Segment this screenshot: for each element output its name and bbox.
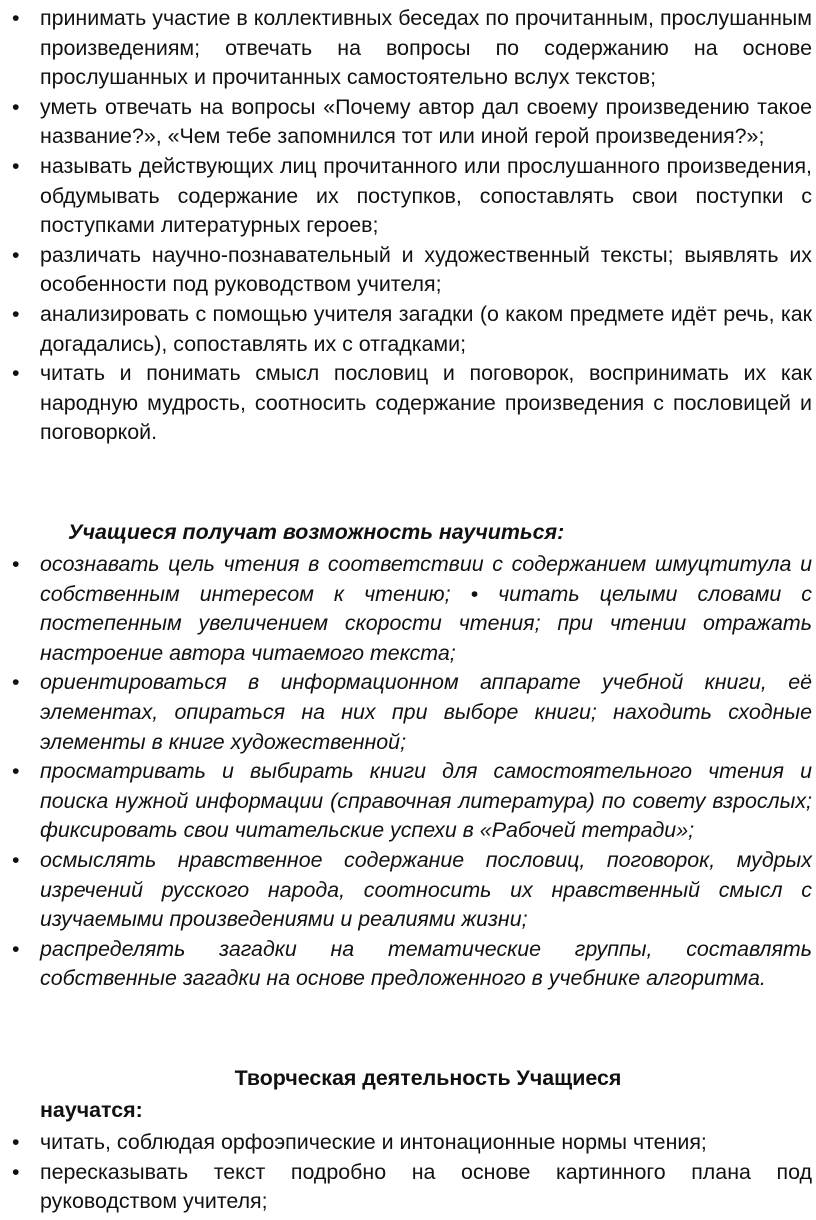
list-item-text: осмыслять нравственное содержание пословиц, поговорок, мудрых изречений русского народа, соотносить их нравственный смысл с изучаемыми произведениями и реалиями жизни; — [40, 847, 812, 932]
bullet-icon: • — [12, 1159, 20, 1184]
list-item-text: принимать участие в коллективных беседах по прочитанным, прослушанным произведениям; отвечать на вопросы по содержанию на основе прослушанных и прочитанных самостоятельно вслух текстов; — [40, 6, 812, 90]
list-item — [0, 300, 816, 359]
bullet-icon: • — [12, 936, 20, 961]
list-item — [0, 93, 816, 152]
bullet-icon: • — [12, 1130, 20, 1154]
basic-skills-list — [0, 4, 816, 448]
list-item — [0, 757, 816, 846]
opportunity-skills-list — [0, 550, 816, 994]
list-item — [0, 668, 816, 757]
list-item — [0, 550, 816, 668]
bullet-icon: • — [12, 759, 20, 784]
creative-activity-heading: Творческая деятельность Учащиеся — [234, 1066, 622, 1090]
will-learn-heading: научатся: — [40, 1098, 143, 1122]
list-item-text: называть действующих лиц прочитанного или прослушанного произведения, обдумывать содержание их поступков, сопоставлять свои поступки с поступками литературных героев; — [40, 153, 812, 238]
bullet-icon: • — [12, 6, 20, 30]
list-item-text: уметь отвечать на вопросы «Почему автор дал своему произведению такое название?», «Чем тебе запомнился тот или иной герой произведения?»; — [40, 94, 812, 149]
list-item — [0, 1158, 816, 1217]
bullet-icon: • — [12, 847, 20, 872]
list-item-text: осознавать цель чтения в соответствии с содержанием шмуцтитула и собственным интересом к чтению; • читать целыми словами с постепенным увеличением скорости чтения; при чтении отражать настроение автора читаемого текста; — [40, 552, 812, 665]
bullet-icon: • — [12, 670, 20, 695]
list-item-text: распределять загадки на тематические группы, составлять собственные загадки на основе предложенного в учебнике алгоритма. — [40, 936, 812, 991]
list-item — [0, 846, 816, 935]
list-item — [0, 241, 816, 300]
list-item-text: анализировать с помощью учителя загадки (о каком предмете идёт речь, как догадались), сопоставлять их с отгадками; — [40, 301, 812, 356]
bullet-icon: • — [12, 301, 20, 326]
list-item — [0, 4, 816, 93]
list-item-text: читать и понимать смысл пословиц и поговорок, воспринимать их как народную мудрость, соотносить содержание произведения с пословицей и поговоркой. — [40, 361, 812, 445]
bullet-icon: • — [12, 153, 20, 178]
list-item-text: различать научно-познавательный и художественный тексты; выявлять их особенности под руководством учителя; — [40, 242, 812, 297]
list-item-text: читать, соблюдая орфоэпические и интонационные нормы чтения; — [40, 1130, 707, 1154]
bullet-icon: • — [12, 361, 20, 386]
list-item — [0, 359, 816, 448]
creative-skills-list — [0, 1128, 816, 1217]
opportunity-heading: Учащиеся получат возможность научиться: — [68, 520, 565, 544]
list-item — [0, 152, 816, 241]
bullet-icon: • — [12, 242, 20, 267]
list-item — [0, 1128, 816, 1158]
list-item-text: ориентироваться в информационном аппарате учебной книги, её элементах, опираться на них при выборе книги; находить сходные элементы в книге художественной; — [40, 670, 812, 754]
bullet-icon: • — [12, 94, 20, 119]
list-item-text: пересказывать текст подробно на основе картинного плана под руководством учителя; — [40, 1159, 812, 1214]
list-item — [0, 935, 816, 994]
bullet-icon: • — [12, 552, 20, 576]
list-item-text: просматривать и выбирать книги для самостоятельного чтения и поиска нужной информации (справочная литература) по совету взрослых; фиксировать свои читательские успехи в «Рабочей тетради»; — [40, 759, 812, 843]
